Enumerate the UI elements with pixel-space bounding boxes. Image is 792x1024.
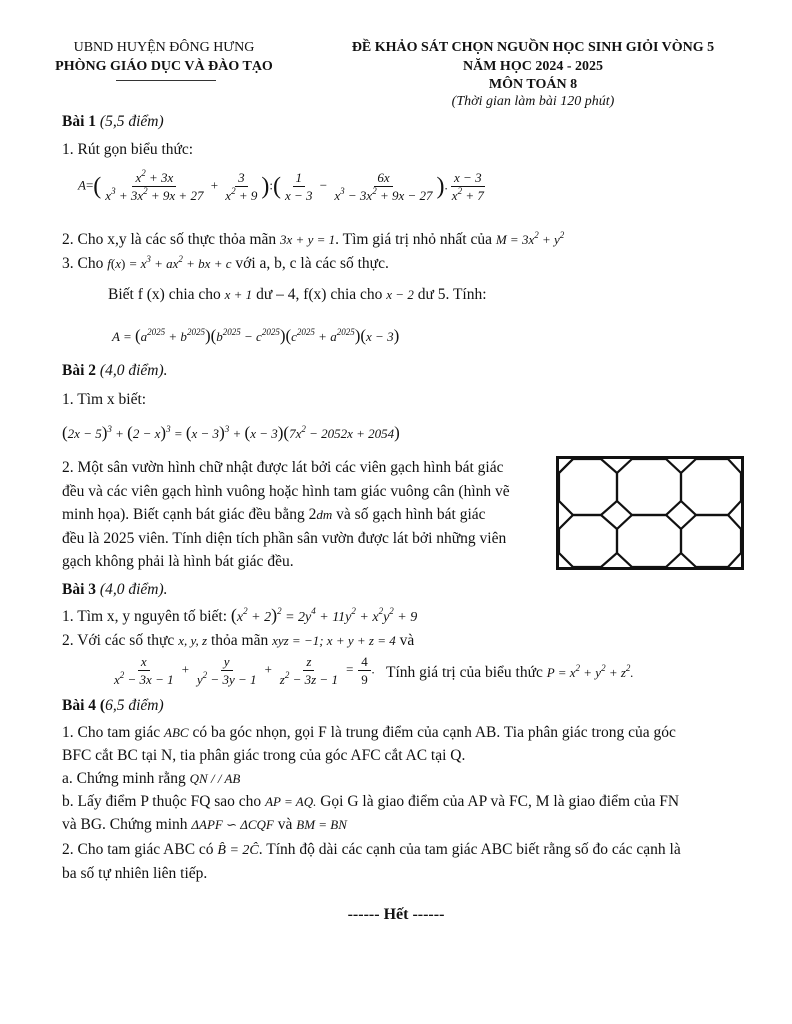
bai1-q2: 2. Cho x,y là các số thực thỏa mãn 3x + y = 1. Tìm giá trị nhỏ nhất của $M = 3x^2 + y^2$: [62, 229, 565, 248]
bai3-heading: [62, 581, 167, 599]
bai1-title: Bài 1: [62, 113, 97, 130]
bai2-q2-line2: đều và các viên gạch hình vuông hoặc hình tam giác vuông cân (hình vẽ: [62, 482, 510, 500]
time-limit: (Thời gian làm bài 120 phút): [451, 94, 615, 109]
bai1-q1: 1. Rút gọn biểu thức:: [62, 141, 194, 158]
bai1-heading: [62, 113, 164, 131]
bai3-q2: 2. Với các số thực x, y, z thỏa mãn xyz = −1; x + y + z = 4 và: [62, 632, 415, 649]
bai1-q2-text-b: . Tìm giá trị nhỏ nhất của: [335, 231, 496, 248]
bai1-q3-l2-c: dư 5. Tính:: [413, 286, 487, 303]
bai4-line5: và BG. Chứng minh ΔAPF ∽ ΔCQF và BM = BN: [62, 816, 347, 833]
bai1-q3-text-a: 3. Cho: [62, 255, 108, 272]
bai2-q2-line4: đều là 2025 viên. Tính diện tích phần sân vườn được lát bởi những viên: [62, 529, 507, 547]
exam-title: ĐỀ KHẢO SÁT CHỌN NGUỒN HỌC SINH GIỎI VÒNG 5: [351, 40, 715, 55]
office-name: PHÒNG GIÁO DỤC VÀ ĐÀO TẠO: [55, 59, 273, 74]
bai4-line2: BFC cắt BC tại N, tia phân giác trong của góc AFC cắt AC tại Q.: [62, 747, 466, 764]
end-marker: ------ Hết ------: [347, 906, 445, 923]
bai3-q2-text-c: và: [395, 632, 415, 649]
bai3-q2-target: Tính giá trị của biểu thức $P = x^2 + y^2 + z^2$.: [386, 662, 634, 681]
bai3-title: Bài 3: [62, 581, 97, 598]
bai1-q3-l2-b: dư – 4, f(x) chia cho: [252, 286, 387, 303]
dept-name: UBND HUYỆN ĐÔNG HƯNG: [73, 40, 255, 55]
bai4-l6-b: . Tính độ dài các cạnh của tam giác ABC biết rằng số đo các cạnh là: [258, 841, 681, 858]
bai3-q2-text-a: 2. Với các số thực: [62, 632, 179, 649]
bai2-points: (4,0 điểm).: [99, 362, 168, 379]
bai2-heading: [62, 362, 167, 380]
bai4-line4: b. Lấy điểm P thuộc FQ sao cho AP = AQ. Gọi G là giao điểm của AP và FC, M là giao điểm của FN: [62, 793, 680, 810]
bai4-line3: a. Chứng minh rằng QN / / AB: [62, 770, 241, 787]
bai4-heading: [62, 697, 164, 715]
bai2-q2-line1: 2. Một sân vườn hình chữ nhật được lát bởi các viên gạch hình bát giác: [62, 459, 504, 476]
bai1-q3-text-b: với a, b, c là các số thực.: [231, 255, 389, 272]
bai1-q2-text-a: 2. Cho x,y là các số thực thỏa mãn: [62, 231, 281, 248]
bai3-q2-text-d: Tính giá trị của biểu thức: [386, 664, 547, 681]
bai1-q3-l2-a: Biết f (x) chia cho: [108, 286, 225, 303]
bai3-points: (4,0 điểm).: [99, 581, 168, 598]
bai4-body: [62, 721, 681, 885]
bai3-q2-text-b: thỏa mãn: [207, 632, 273, 649]
bai1-q3: 3. Cho $f(x) = x^3 + ax^2$ + bx + c với a, b, c là các số thực.: [62, 253, 389, 272]
bai4-l3-text: a. Chứng minh rằng: [62, 770, 190, 787]
bai4-points: 6,5 điểm): [105, 697, 164, 714]
octagon-tiling-figure: [556, 456, 744, 570]
bai1-q3-line2: Biết f (x) chia cho x + 1 dư – 4, f(x) chia cho x − 2 dư 5. Tính:: [108, 286, 487, 303]
bai4-line1: 1. Cho tam giác ABC có ba góc nhọn, gọi F là trung điểm của cạnh AB. Tia phân giác trong của góc: [62, 724, 676, 741]
bai2-q2-line3-a: minh họa). Biết cạnh bát giác đều bằng 2: [62, 506, 317, 523]
bai1-expression-A: A=( $\frac{x^2 + 3x}{x^3 + 3x^2 + 9x + 27}$ + $\frac{3}{x^2 + 9}$ ):( $\frac{1}{x - 3}$ − $\frac{6x}{x^3 - 3x^2 + 9x - 27}$ ). $\frac{x - 3}{x^2 + 7}$: [78, 167, 484, 203]
bai4-l1-b: có ba góc nhọn, gọi F là trung điểm của cạnh AB. Tia phân giác trong của góc: [188, 724, 676, 741]
bai3-q1-text: 1. Tìm x, y nguyên tố biết:: [62, 608, 231, 625]
bai2-q2-line3: minh họa). Biết cạnh bát giác đều bằng 2dm và số gạch hình bát giác: [62, 506, 486, 523]
bai2-title: Bài 2: [62, 362, 97, 379]
bai2-equation: $(2x - 5)^3 + (2 - x)^3 = (x - 3)^3 + (x - 3)(7x^2 - 2052x + 2054)$: [62, 423, 400, 442]
bai3-q1: 1. Tìm x, y nguyên tố biết: $(x^2 + 2)^2 = 2y^4 + 11y^2 + x^2y^2 + 9$: [62, 605, 418, 625]
bai4-l4-b: Gọi G là giao điểm của AP và FC, M là giao điểm của FN: [316, 793, 680, 810]
bai4-line7: ba số tự nhiên liên tiếp.: [62, 865, 208, 882]
bai4-line6: 2. Cho tam giác ABC có B̂ = 2Ĉ. Tính độ dài các cạnh của tam giác ABC biết rằng số đo các cạnh là: [62, 841, 681, 858]
bai2-q2-line3-b: và số gạch hình bát giác: [332, 506, 486, 523]
school-year: NĂM HỌC 2024 - 2025: [463, 59, 603, 74]
bai4-l4-a: b. Lấy điểm P thuộc FQ sao cho: [62, 793, 266, 810]
header-underline: [116, 80, 216, 81]
subject: MÔN TOÁN 8: [488, 77, 578, 92]
bai2-q1: 1. Tìm x biết:: [62, 391, 147, 408]
bai4-l5-a: và BG. Chứng minh: [62, 816, 192, 833]
bai4-l6-a: 2. Cho tam giác ABC có: [62, 841, 218, 858]
bai2-q2: [62, 456, 510, 574]
bai1-expression-A2: $A = (a^{2025} + b^{2025})(b^{2025} - c^{2025})(c^{2025} + a^{2025})(x - 3)$: [112, 326, 400, 345]
bai2-q2-line5: gạch không phải là hình bát giác đều.: [62, 553, 294, 570]
bai1-points: (5,5 điểm): [99, 113, 164, 130]
bai4-l5-b: và: [273, 816, 297, 833]
bai3-fraction-equation: $\frac{x}{x^2 - 3x - 1}$ + $\frac{y}{y^2 - 3y - 1}$ + $\frac{z}{z^2 - 3z - 1}$ = $\frac{4}{9}$ .: [114, 654, 375, 687]
bai4-l1-a: 1. Cho tam giác: [62, 724, 165, 741]
bai4-title: Bài 4 (: [62, 697, 106, 714]
